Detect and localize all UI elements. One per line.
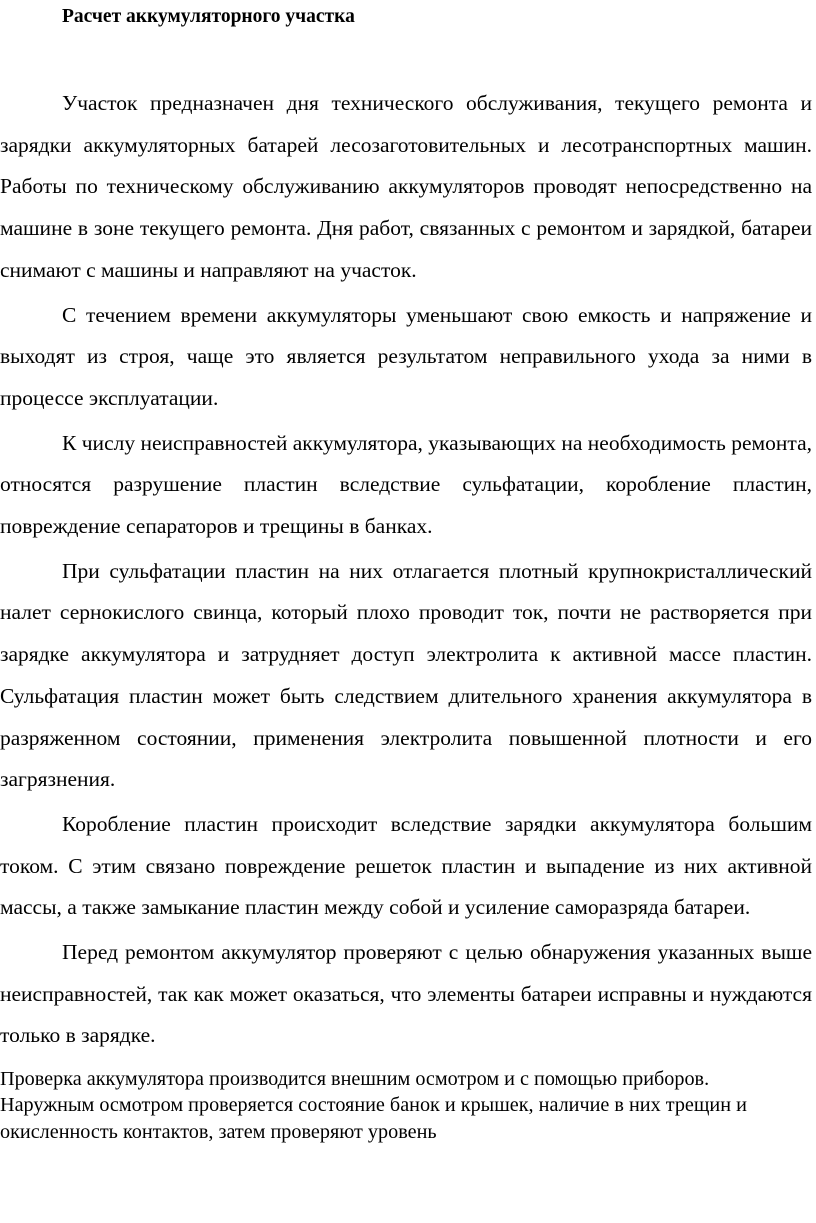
paragraph-sulfation: При сульфатации пластин на них отлагается плотный крупнокристаллический налет сернокислого свинца, который плохо проводит ток, почти не растворяется при зарядке аккумулятора и затрудняет доступ электролита к активной массе пластин. Сульфатация пластин может быть следствием длительного хранения аккумулятора в разряженном состоянии, применения электролита повышенной плотности и его загрязнения.	[0, 558, 812, 792]
page-title: Расчет аккумуляторного участка	[62, 6, 355, 27]
paragraph-inspection: Перед ремонтом аккумулятор проверяют с целью обнаружения указанных выше неисправностей, так как может оказаться, что элементы батареи исправны и нуждаются только в зарядке.	[0, 940, 812, 1048]
paragraph-checking: Проверка аккумулятора производится внешним осмотром и с помощью приборов. Наружным осмотром проверяется состояние банок и крышек, наличие в них трещин и окисленность контактов, затем проверяют уровень	[0, 1068, 747, 1143]
paragraph-purpose: Участок предназначен дня технического обслуживания, текущего ремонта и зарядки аккумуляторных батарей лесозаготовительных и лесотранспортных машин. Работы по техническому обслуживанию аккумуляторов проводят непосредственно на машине в зоне текущего ремонта. Дня работ, связанных с ремонтом и зарядкой, батареи снимают с машины и направляют на участок.	[0, 91, 812, 282]
paragraph-capacity-loss: С течением времени аккумуляторы уменьшают свою емкость и напряжение и выходят из строя, чаще это является результатом неправильного ухода за ними в процессе эксплуатации.	[0, 302, 812, 410]
document-body	[0, 83, 812, 1145]
paragraph-warping: Коробление пластин происходит вследствие зарядки аккумулятора большим током. С этим связано повреждение решеток пластин и выпадение из них активной массы, а также замыкание пластин между собой и усиление саморазряда батареи.	[0, 811, 812, 920]
paragraph-faults: К числу неисправностей аккумулятора, указывающих на необходимость ремонта, относятся разрушение пластин вследствие сульфатации, коробление пластин, повреждение сепараторов и трещины в банках.	[0, 430, 812, 539]
